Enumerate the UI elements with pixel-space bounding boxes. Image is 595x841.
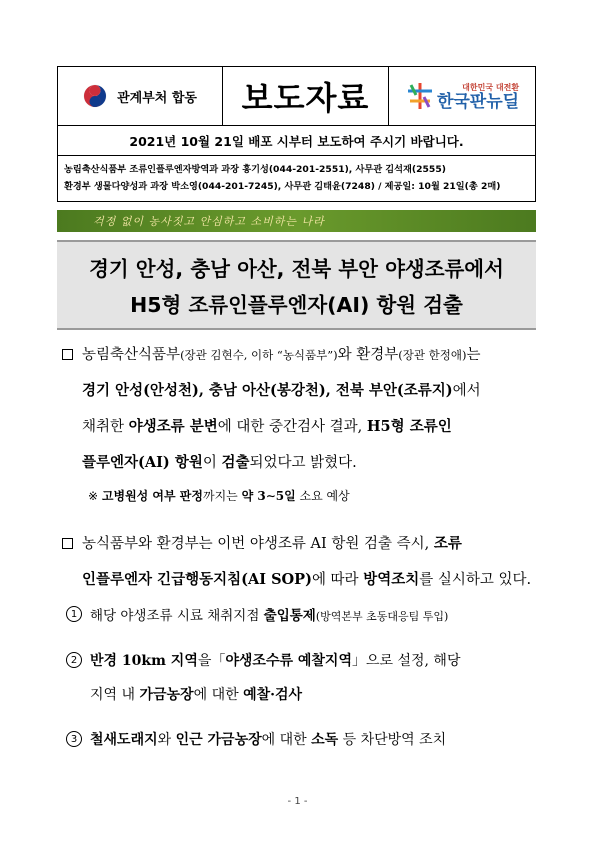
text-span: 철새도래지 [90, 732, 158, 748]
headline-line: 경기 안성, 충남 아산, 전북 부안 야생조류에서 [89, 257, 504, 281]
text-span: 지역 내 [90, 687, 140, 703]
text-span: 까지는 [202, 489, 242, 503]
item-number-circle: 3 [66, 731, 82, 747]
brand-tagline: 대한민국 대전환 [462, 82, 520, 92]
para1-line4 [82, 451, 357, 472]
text-span: 에서 [452, 383, 481, 399]
text-span: 채취한 [82, 419, 129, 435]
new-deal-logo-icon [405, 81, 435, 111]
para2-line1 [82, 532, 462, 553]
text-span: 약 3∼5일 [241, 489, 296, 503]
text-span: 가금농장 [139, 687, 194, 703]
text-span: 해당 야생조류 시료 채취지점 [90, 608, 264, 624]
text-span: 농림축산식품부 [82, 347, 181, 363]
brand-cell [389, 67, 535, 125]
text-span: 예찰·검사 [243, 687, 303, 703]
text-span: 방역조치 [363, 571, 420, 588]
text-span: 에 대한 중간검사 결과, [217, 419, 367, 435]
text-span: 플루엔자(AI) 항원 [82, 454, 203, 471]
text-span: 를 실시하고 있다. [419, 572, 532, 588]
doc-type-cell [223, 67, 389, 125]
headline-line: H5형 조류인플루엔자(AI) 항원 검출 [130, 293, 463, 317]
headline-box [57, 240, 536, 330]
item-number-circle: 1 [66, 606, 82, 622]
item-number-circle: 2 [66, 652, 82, 668]
contact-line: 농림축산식품부 조류인플루엔자방역과 과장 홍기성(044-201-2551), 사무관 김석재(2555) [64, 164, 446, 175]
para1-line3 [82, 415, 452, 436]
text-span: 경기 안성(안성천), 충남 아산(봉강천), 전북 부안(조류지) [82, 382, 453, 399]
text-span: (장관 김현수, 이하 “농식품부”) [180, 348, 338, 362]
text-span: 야생조류 분변 [128, 418, 218, 435]
korea-emblem-icon [83, 84, 107, 108]
text-span: 조류 [433, 535, 462, 552]
text-span: (장관 한정애) [398, 348, 467, 362]
bullet-square [62, 538, 73, 549]
brand-name: 한국판뉴딜 [436, 91, 520, 112]
text-span: 소요 예상 [295, 489, 350, 503]
text-span: 출입통제 [263, 608, 316, 624]
text-span: 고병원성 여부 판정 [101, 489, 203, 503]
text-span: H5형 조류인 [366, 418, 452, 435]
text-span: 인근 가금농장 [175, 732, 262, 748]
page-number: - 1 - [287, 796, 308, 807]
text-span: 에 대한 [261, 732, 312, 748]
para2-line2 [82, 568, 531, 589]
text-span: 에 따라 [311, 572, 364, 588]
org-label: 관계부처 합동 [117, 90, 197, 106]
item-line [90, 604, 448, 624]
text-span: 인플루엔자 긴급행동지침(AI SOP) [82, 571, 312, 588]
slogan-banner [57, 210, 536, 232]
text-span: 을「 [197, 653, 226, 669]
text-span: 와 환경부 [337, 347, 399, 363]
text-span: 소독 [311, 732, 339, 748]
contact-info [57, 156, 536, 202]
item-line [90, 650, 460, 670]
text-span: 이 [202, 455, 222, 471]
text-span: 에 대한 [193, 687, 244, 703]
bullet-square [62, 349, 73, 360]
org-cell [58, 67, 223, 125]
para1-line1 [82, 343, 480, 364]
para1-line2 [82, 379, 481, 400]
item-line [90, 684, 302, 704]
text-span: (방역본부 초동대응팀 투입) [315, 610, 449, 623]
doc-type-title: 보도자료 [241, 79, 370, 117]
item-line [90, 729, 446, 749]
text-span: 검출 [221, 454, 250, 471]
text-span: 는 [466, 347, 481, 363]
press-header [57, 66, 536, 126]
release-note: 2021년 10월 21일 배포 시부터 보도하여 주시기 바랍니다. [57, 126, 536, 156]
text-span: 야생조수류 예찰지역 [225, 653, 352, 669]
text-span: 되었다고 밝혔다. [249, 455, 357, 471]
text-span: 반경 10km 지역 [90, 653, 198, 669]
text-span: 」으로 설정, 해당 [351, 653, 461, 669]
text-span: 와 [157, 732, 176, 748]
note-mark: ※ [88, 489, 99, 503]
contact-line: 환경부 생물다양성과 과장 박소영(044-201-7245), 사무관 김태윤(7248) / 제공일: 10월 21일(총 2매) [64, 181, 501, 192]
note-line [88, 487, 350, 504]
text-span: 등 차단방역 조치 [338, 732, 447, 748]
text-span: 농식품부와 환경부는 이번 야생조류 AI 항원 검출 즉시, [82, 536, 434, 552]
slogan-text: 걱정 없이 농사짓고 안심하고 소비하는 나라 [93, 215, 325, 228]
